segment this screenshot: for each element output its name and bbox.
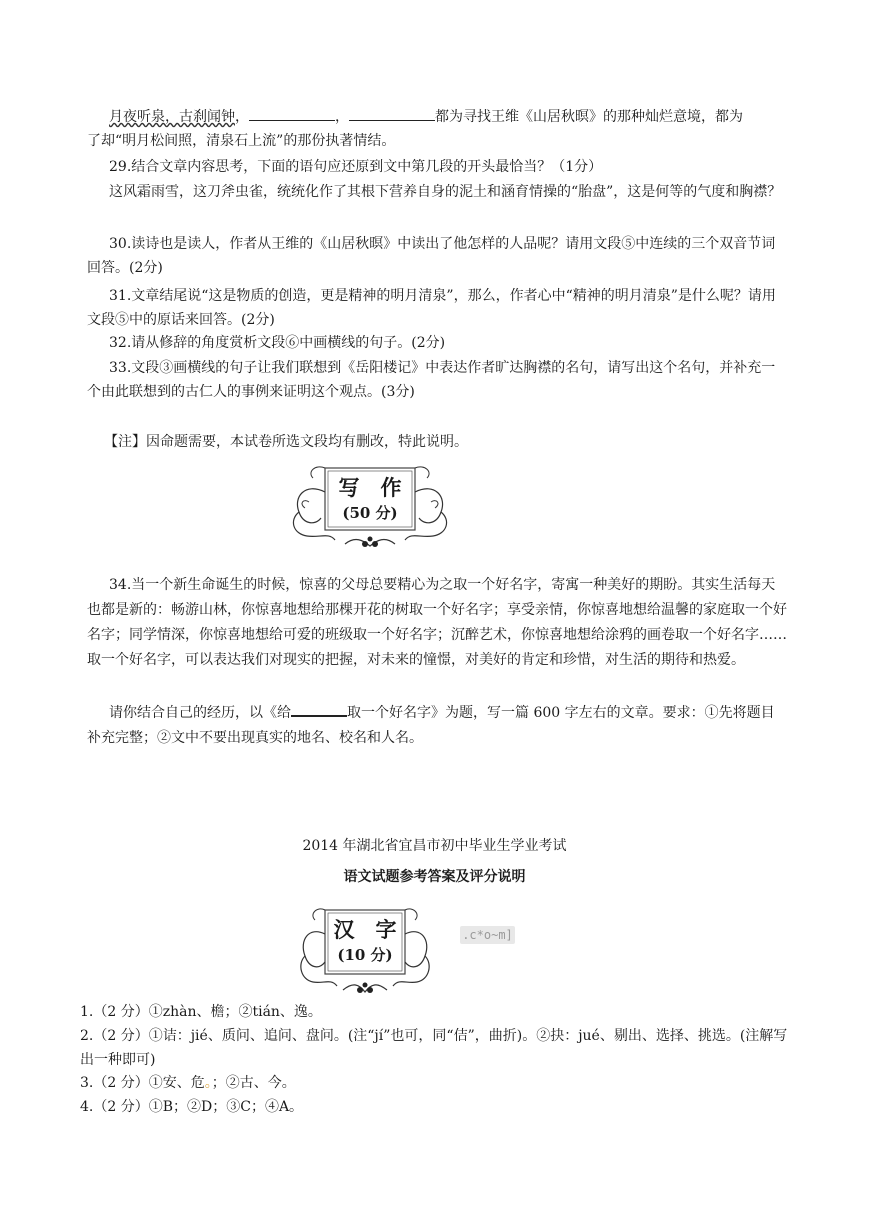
question-31: 31.文章结尾说“这是物质的创造，更是精神的明月清泉”，那么，作者心中“精神的明月清泉”是什么呢？请用文段⑤中的原话来回答。(2分) <box>87 288 776 328</box>
hanzi-score: (10 分) <box>337 946 393 964</box>
writing-score: (50 分) <box>342 504 398 522</box>
note: 【注】因命题需要，本试卷所选文段均有删改，特此说明。 <box>104 434 468 450</box>
question-29-quote: 这风霜雨雪，这刀斧虫雀，统统化作了其根下营养自身的泥土和涵育情操的“胎盘”，这是何等的气度和胸襟？ <box>109 184 782 200</box>
question-34-requirement: 请你结合自己的经历，以《给 取一个好名字》为题，写一篇 600 字左右的文章。要求：①先将题目补充完整；②文中不要出现真实的地名、校名和人名。 <box>87 701 787 751</box>
question-29-stem: 29.结合文章内容思考，下面的语句应还原到文中第几段的开头最恰当？（1分） <box>109 159 603 175</box>
hanzi-title: 汉 字 <box>333 917 397 942</box>
hanzi-section-frame <box>295 904 435 996</box>
answer-4: 4.（2 分）①B；②D；③C；④A。 <box>80 1099 304 1115</box>
answer-blank <box>249 106 335 121</box>
q28-continuation: 月夜听泉，古刹闻钟， ， 都为寻找王维《山居秋暝》的那种灿烂意境，都为 了却“明月松间照，清泉石上流”的那份执著情结。 <box>87 105 787 153</box>
writing-section-frame <box>285 462 455 550</box>
answer-blank <box>349 106 435 121</box>
answer-section-subtitle: 语文试题参考答案及评分说明 <box>343 869 526 885</box>
question-30: 30.读诗也是读人，作者从王维的《山居秋暝》中读出了他怎样的人品呢？请用文段⑤中连续的三个双音节词回答。(2分) <box>87 236 776 276</box>
answer-1: 1.（2 分）①zhàn、檐；②tián、逸。 <box>80 1004 322 1020</box>
wavy-underlined-phrase: 月夜听泉，古刹闻钟 <box>109 109 235 125</box>
question-32: 32.请从修辞的角度赏析文段⑥中画横线的句子。(2分) <box>109 335 446 351</box>
answer-3: 3.（2 分）①安、危。；②古、今。 <box>80 1075 296 1091</box>
writing-title: 写 作 <box>338 475 402 500</box>
answer-2: 2.（2 分）①诘：jié、质问、追问、盘问。(注“jí”也可，同“佶”，曲折)。②抉：jué、剔出、选择、挑选。(注解写出一种即可) <box>80 1028 788 1068</box>
title-blank <box>291 701 347 717</box>
question-33: 33.文段③画横线的句子让我们联想到《岳阳楼记》中表达作者旷达胸襟的名句，请写出这个名句，并补充一个由此联想到的古仁人的事例来证明这个观点。(3分) <box>87 360 776 400</box>
question-34: 34.当一个新生命诞生的时候，惊喜的父母总要精心为之取一个好名字，寄寓一种美好的期盼。其实生活每天也都是新的：畅游山林，你惊喜地想给那棵开花的树取一个好名字；享受亲情，你惊喜地想给温馨的家庭取一个好名字；同学情深，你惊喜地想给可爱的班级取一个好名字；沉醉艺术，你惊喜地想给涂鸦的画卷取一个好名字……取一个好名字，可以表达我们对现实的把握，对未来的憧憬，对美好的肯定和珍惜，对生活的期待和热爱。 <box>87 577 787 668</box>
watermark: .c*o~m] <box>460 926 515 944</box>
answer-section-title: 2014 年湖北省宜昌市初中毕业生学业考试 <box>302 838 567 854</box>
